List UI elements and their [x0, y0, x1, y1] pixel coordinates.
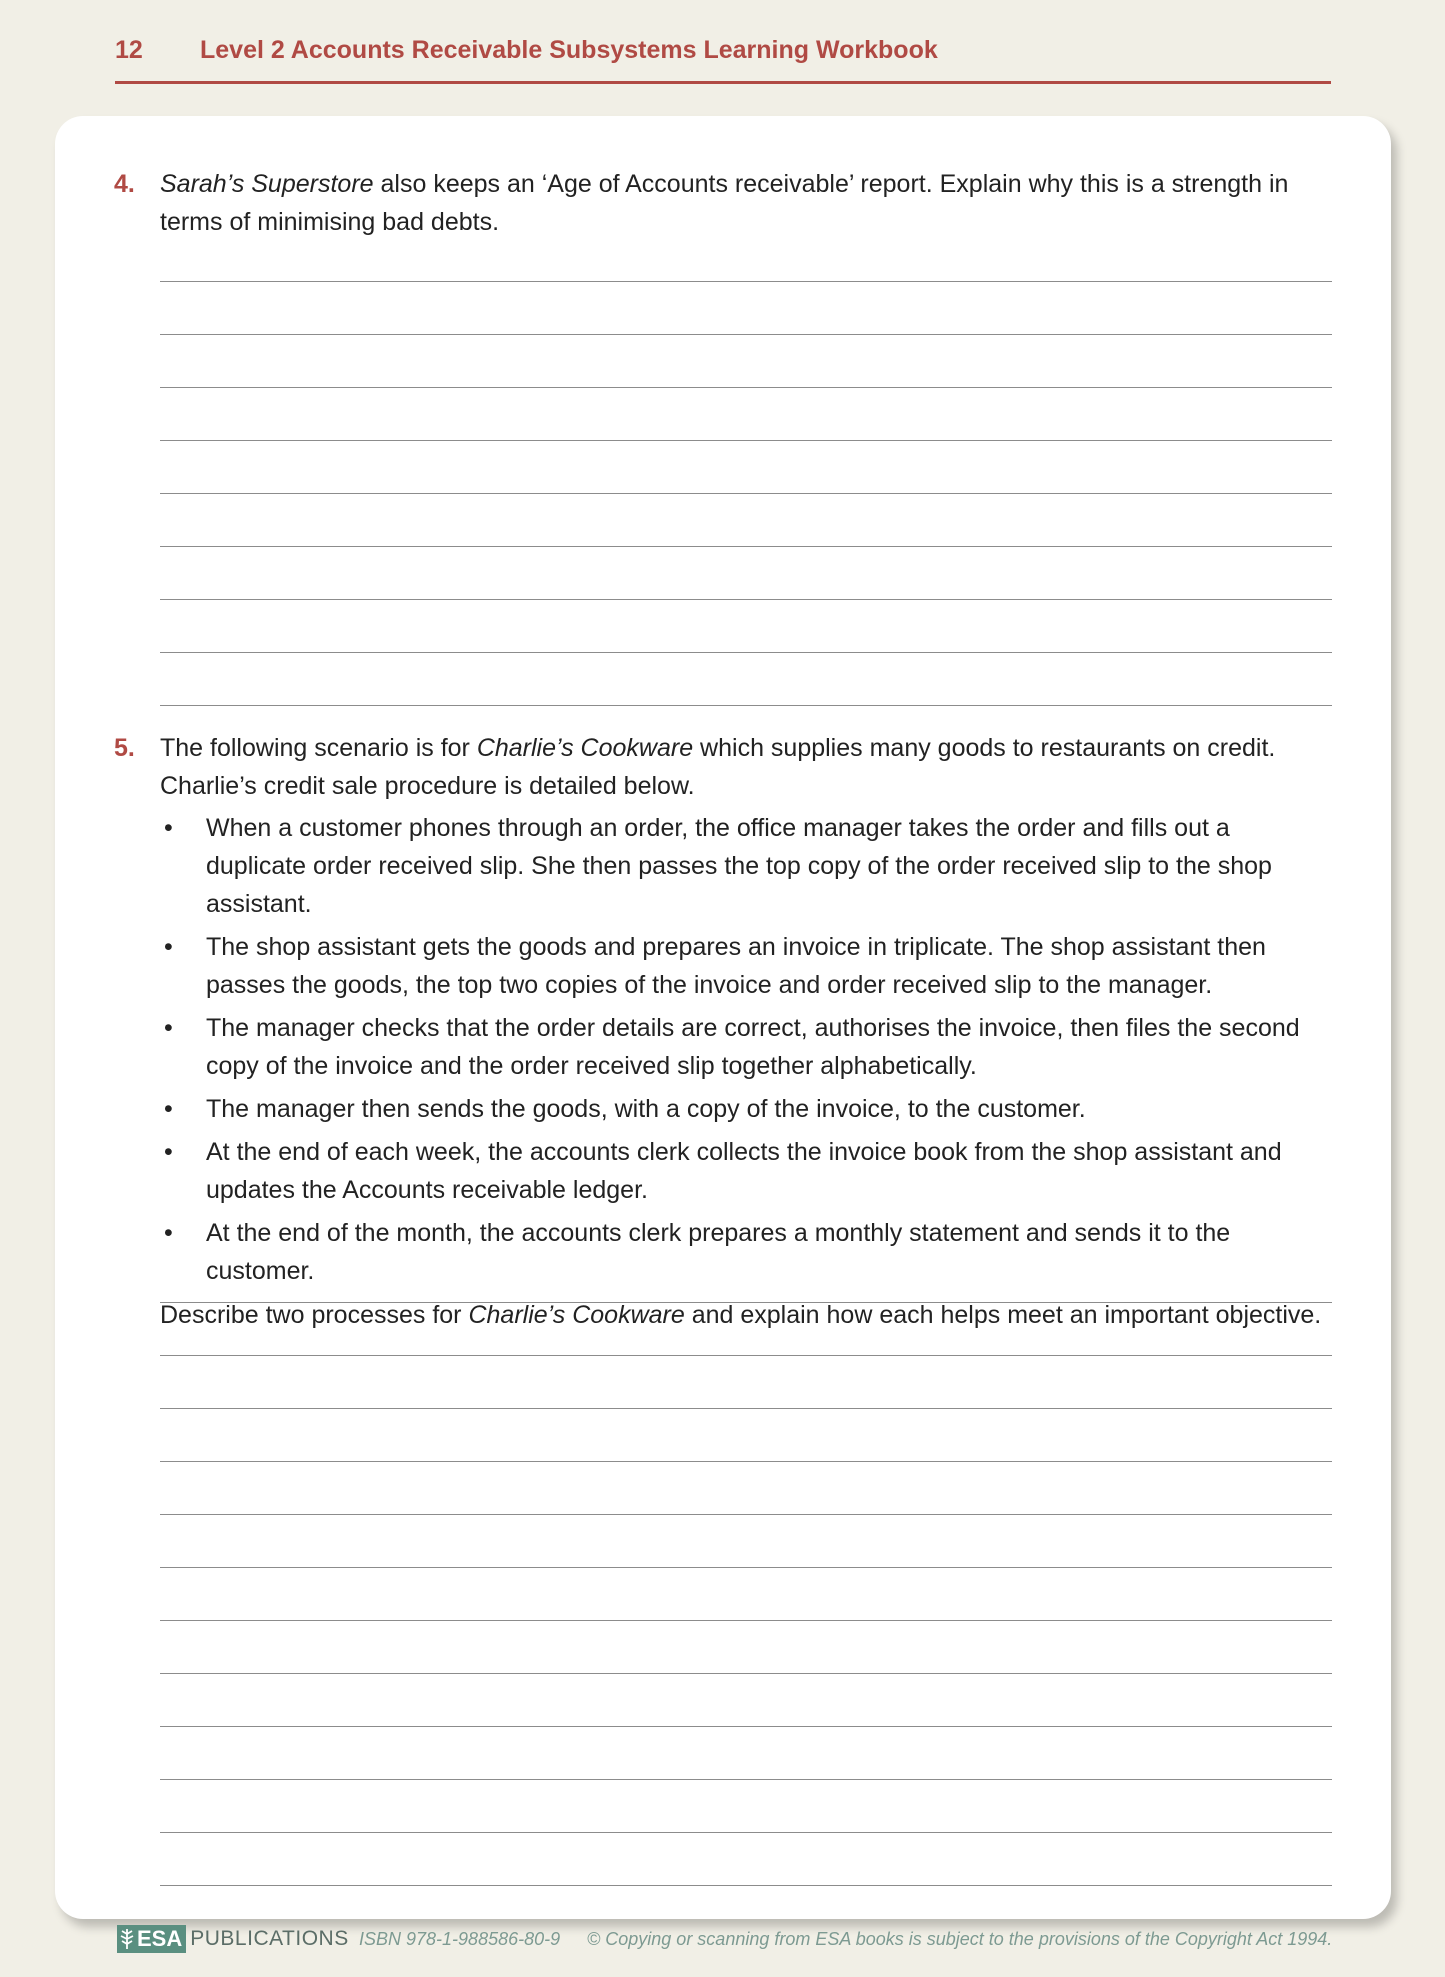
procedure-item-text: At the end of the month, the accounts clerk prepares a monthly statement and sends it to the customer.: [206, 1219, 1231, 1285]
procedure-item: [160, 809, 1332, 923]
question-4-answer-line[interactable]: [160, 229, 1332, 282]
procedure-item: [160, 1090, 1332, 1128]
procedure-item: [160, 1009, 1332, 1085]
procedure-item-text: At the end of each week, the accounts clerk collects the invoice book from the shop assistant and updates the Accounts receivable ledger.: [206, 1138, 1282, 1204]
procedure-item-text: The manager then sends the goods, with a copy of the invoice, to the customer.: [206, 1095, 1086, 1123]
question-4-number: 4.: [114, 170, 135, 198]
question-4-answer-area[interactable]: [160, 229, 1332, 706]
question-5-instruction-start: Describe two processes for: [160, 1301, 469, 1329]
procedure-item-text: The manager checks that the order details are correct, authorises the invoice, then files the second copy of the invoice and the order received slip together alphabetically.: [206, 1014, 1300, 1080]
publisher-logo: [117, 1925, 349, 1953]
question-4-body: also keeps an ‘Age of Accounts receivable’ report. Explain why this is a strength in terms of minimising bad debts.: [160, 170, 1289, 236]
procedure-item-text: When a customer phones through an order, the office manager takes the order and fills out a duplicate order received slip. She then passes the top copy of the order received slip to the shop assistant.: [206, 814, 1272, 918]
bullet-icon: •: [164, 1138, 173, 1166]
question-4-answer-line[interactable]: [160, 653, 1332, 706]
question-5-answer-line[interactable]: [160, 1356, 1332, 1409]
book-title: Level 2 Accounts Receivable Subsystems Learning Workbook: [200, 36, 938, 64]
procedure-item: [160, 928, 1332, 1004]
question-5-intro-end: which supplies many goods to restaurants on credit. Charlie’s credit sale procedure is detailed below.: [160, 734, 1276, 800]
question-5-answer-line[interactable]: [160, 1621, 1332, 1674]
copyright-notice: © Copying or scanning from ESA books is subject to the provisions of the Copyright Act 1994.: [587, 1929, 1333, 1949]
tree-icon: [119, 1928, 135, 1950]
procedure-item: [160, 1133, 1332, 1209]
bullet-icon: •: [164, 1095, 173, 1123]
bullet-icon: •: [164, 1219, 173, 1247]
question-5-instruction-end: and explain how each helps meet an important objective.: [684, 1301, 1322, 1329]
question-5: [114, 729, 1332, 1334]
question-5-answer-line[interactable]: [160, 1250, 1332, 1303]
page-number: 12: [115, 36, 143, 64]
bullet-icon: •: [164, 814, 173, 842]
question-5-answer-line[interactable]: [160, 1780, 1332, 1833]
question-5-answer-line[interactable]: [160, 1674, 1332, 1727]
question-5-answer-line[interactable]: [160, 1409, 1332, 1462]
question-5-intro-start: The following scenario is for: [160, 734, 477, 762]
question-5-answer-line[interactable]: [160, 1727, 1332, 1780]
bullet-icon: •: [164, 933, 173, 961]
publisher-name: PUBLICATIONS: [190, 1927, 349, 1950]
page-header: [115, 32, 1331, 84]
esa-logo-mark: [117, 1925, 186, 1953]
question-5-instruction-business: Charlie’s Cookware: [468, 1301, 685, 1329]
question-5-number: 5.: [114, 734, 135, 762]
page-footer: [117, 1923, 1333, 1957]
question-4-answer-line[interactable]: [160, 335, 1332, 388]
question-4-answer-line[interactable]: [160, 388, 1332, 441]
procedure-list: [160, 809, 1332, 1290]
isbn: ISBN 978-1-988586-80-9: [359, 1929, 561, 1949]
procedure-item-text: The shop assistant gets the goods and prepares an invoice in triplicate. The shop assistant then passes the goods, the top two copies of the invoice and order received slip to the manager.: [206, 933, 1266, 999]
question-5-answer-line[interactable]: [160, 1568, 1332, 1621]
question-5-answer-area[interactable]: [160, 1250, 1332, 1886]
question-5-business-name: Charlie’s Cookware: [476, 734, 694, 762]
question-5-answer-line[interactable]: [160, 1462, 1332, 1515]
question-4-answer-line[interactable]: [160, 282, 1332, 335]
question-5-answer-line[interactable]: [160, 1833, 1332, 1886]
question-4-answer-line[interactable]: [160, 441, 1332, 494]
question-4-answer-line[interactable]: [160, 600, 1332, 653]
question-4-business-name: Sarah’s Superstore: [160, 170, 374, 198]
question-5-answer-line[interactable]: [160, 1515, 1332, 1568]
bullet-icon: •: [164, 1014, 173, 1042]
question-4-answer-line[interactable]: [160, 547, 1332, 600]
esa-logo-text: ESA: [137, 1926, 183, 1951]
question-5-answer-line[interactable]: [160, 1303, 1332, 1356]
question-5-intro: [160, 729, 1332, 805]
question-4-answer-line[interactable]: [160, 494, 1332, 547]
